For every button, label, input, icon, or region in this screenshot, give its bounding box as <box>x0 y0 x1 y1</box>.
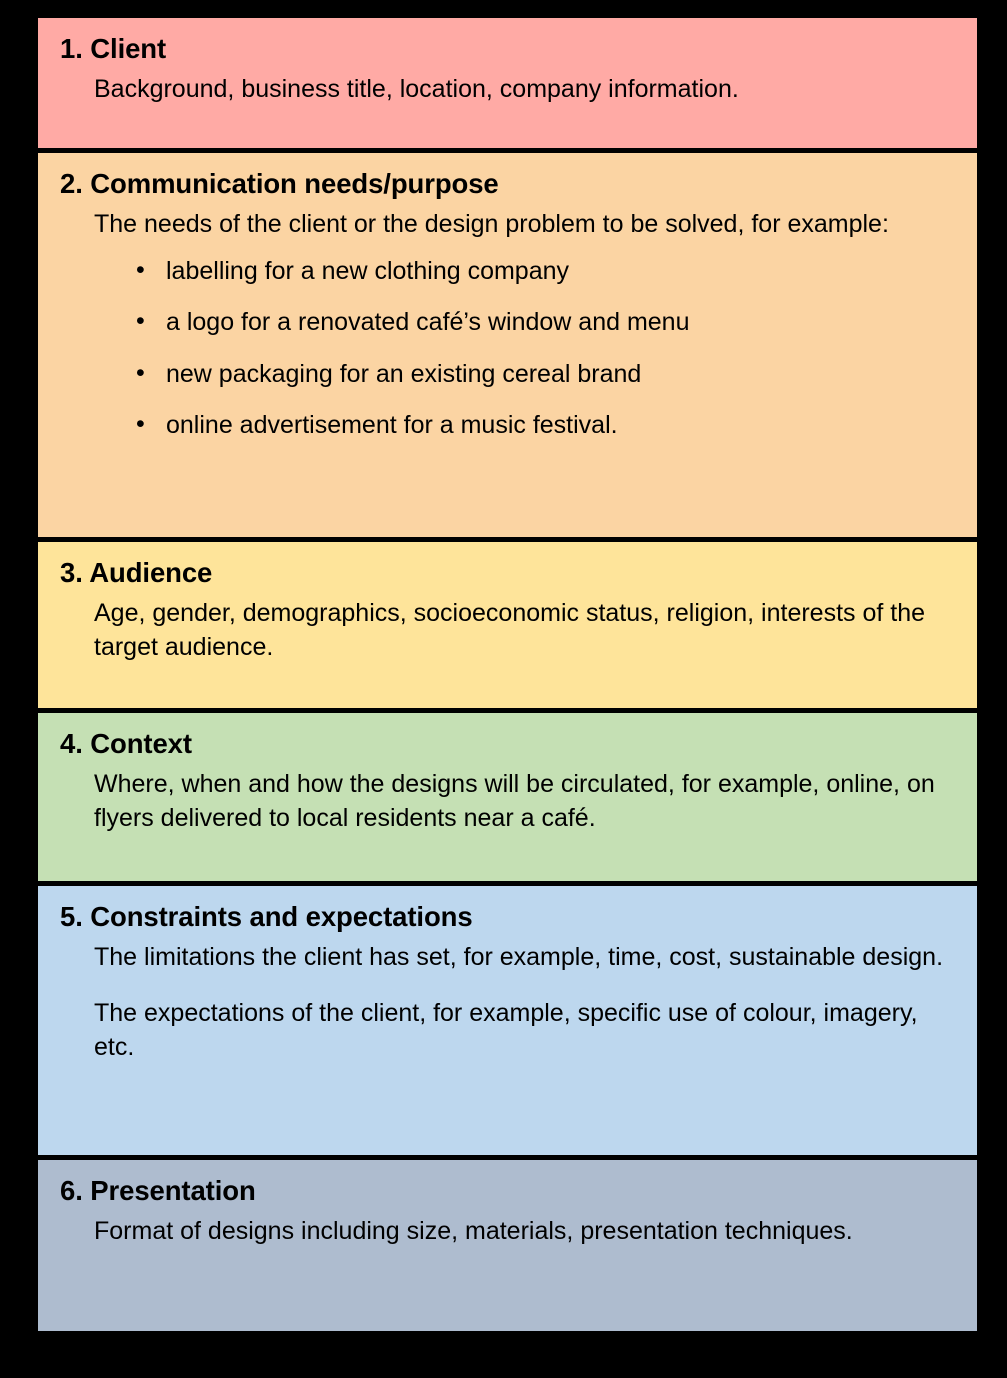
section-body-communication-needs-purpose: The needs of the client or the design problem to be solved, for example: <box>94 209 889 238</box>
brief-section-context <box>38 708 977 881</box>
list-item: • labelling for a new clothing company <box>136 255 955 288</box>
brief-section-client <box>38 18 977 148</box>
brief-section-communication-needs-purpose <box>38 148 977 537</box>
section-body-audience: Age, gender, demographics, socioeconomic status, religion, interests of the target audience. <box>94 598 926 661</box>
design-brief-panel <box>38 18 977 1331</box>
section-heading-constraints-and-expectations: 5. Constraints and expectations <box>60 901 473 932</box>
section-heading-client: 1. Client <box>60 33 167 64</box>
section-heading-context: 4. Context <box>60 728 192 759</box>
section-heading-presentation: 6. Presentation <box>60 1175 256 1206</box>
communication-needs-bullet-list <box>58 255 955 442</box>
section-heading-audience: 3. Audience <box>60 557 213 588</box>
list-item: • a logo for a renovated café’s window and menu <box>136 306 955 339</box>
section-body-context: Where, when and how the designs will be circulated, for example, online, on flyers delivered to local residents near a café. <box>94 769 935 832</box>
list-item: • new packaging for an existing cereal brand <box>136 358 955 391</box>
brief-section-constraints-and-expectations <box>38 881 977 1155</box>
section-body-constraints-limitations: The limitations the client has set, for example, time, cost, sustainable design. <box>94 942 944 971</box>
section-body-constraints-expectations: The expectations of the client, for example, specific use of colour, imagery, etc. <box>94 998 918 1061</box>
section-body-client: Background, business title, location, company information. <box>94 74 739 103</box>
brief-section-presentation <box>38 1155 977 1331</box>
brief-section-audience <box>38 537 977 708</box>
list-item: • online advertisement for a music festival. <box>136 409 955 442</box>
section-heading-communication-needs-purpose: 2. Communication needs/purpose <box>60 168 499 199</box>
section-body-presentation: Format of designs including size, materials, presentation techniques. <box>94 1216 853 1245</box>
